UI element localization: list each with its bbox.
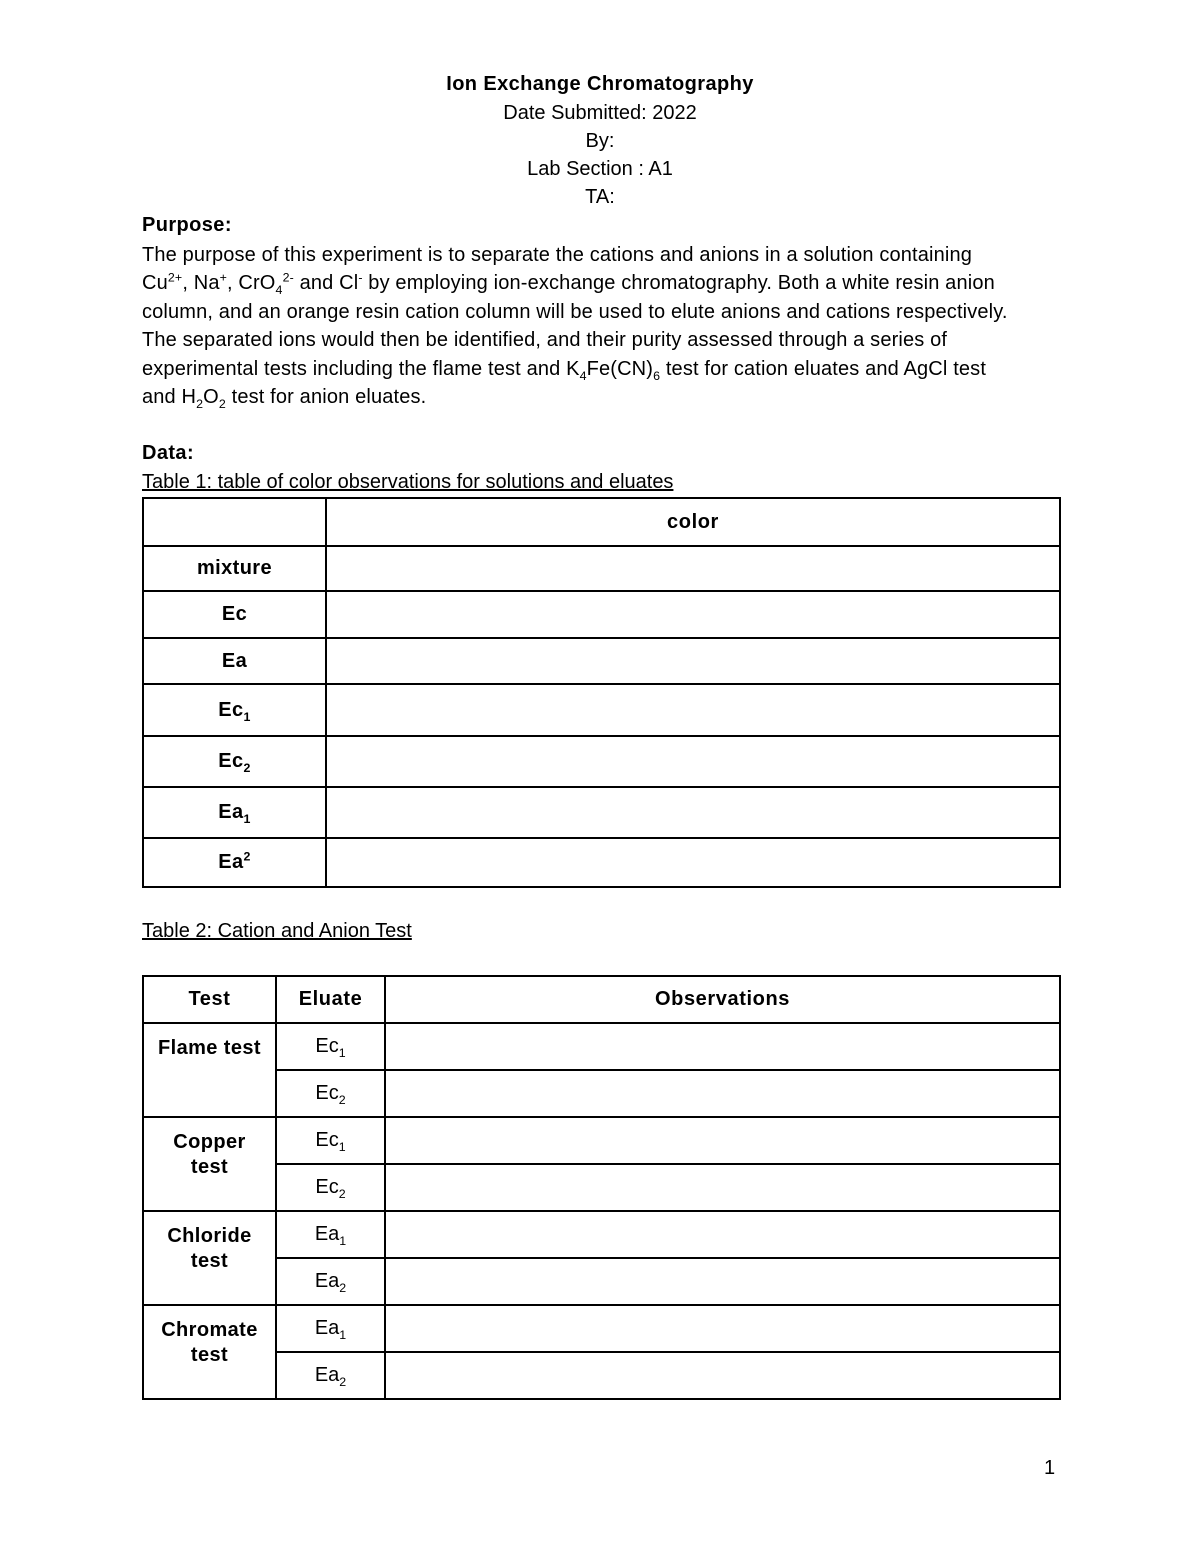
table-row — [143, 1211, 1060, 1258]
document-title: Ion Exchange Chromatography — [446, 73, 754, 95]
table-row — [143, 736, 1060, 787]
eluate-cell: $Ec_2$ — [276, 1164, 385, 1211]
header-cell-eluate: Eluate — [276, 976, 385, 1023]
table-row — [143, 1117, 1060, 1164]
observation-cell[interactable] — [385, 1352, 1060, 1399]
observation-cell[interactable] — [385, 1258, 1060, 1305]
observation-cell[interactable] — [385, 1070, 1060, 1117]
row-label: $Ea_1$ — [143, 787, 326, 838]
eluate-cell: $Ea_2$ — [276, 1258, 385, 1305]
eluate-cell: $Ec_1$ — [276, 1023, 385, 1070]
table-row — [143, 1305, 1060, 1352]
header-cell-empty — [143, 498, 326, 546]
header-cell-color: color — [326, 498, 1060, 546]
test-name-cell: Chromate test — [143, 1305, 276, 1399]
table-row — [143, 838, 1060, 887]
observation-cell[interactable] — [385, 1211, 1060, 1258]
color-cell[interactable] — [326, 591, 1060, 638]
eluate-cell: $Ea_1$ — [276, 1305, 385, 1352]
data-heading: Data: — [142, 442, 195, 464]
date-submitted: Date Submitted: 2022 — [503, 102, 697, 124]
cation-anion-test-table — [142, 975, 1061, 1400]
row-label: $Ec_2$ — [143, 736, 326, 787]
color-cell[interactable] — [326, 736, 1060, 787]
header-cell-observations: Observations — [385, 976, 1060, 1023]
color-cell[interactable] — [326, 787, 1060, 838]
table-row — [143, 1258, 1060, 1305]
table-row — [143, 546, 1060, 591]
observation-cell[interactable] — [385, 1023, 1060, 1070]
test-name-cell: Chloride test — [143, 1211, 276, 1305]
ta-line: TA: — [585, 186, 615, 208]
color-cell[interactable] — [326, 638, 1060, 684]
eluate-cell: $Ec_1$ — [276, 1117, 385, 1164]
page-number: 1 — [1044, 1457, 1056, 1479]
test-name-cell: Copper test — [143, 1117, 276, 1211]
table-row — [143, 1070, 1060, 1117]
table-row — [143, 1164, 1060, 1211]
row-label: Ea — [143, 638, 326, 684]
table-row — [143, 638, 1060, 684]
table-row — [143, 1352, 1060, 1399]
observation-cell[interactable] — [385, 1305, 1060, 1352]
color-cell[interactable] — [326, 546, 1060, 591]
color-cell[interactable] — [326, 838, 1060, 887]
table-header-row — [143, 498, 1060, 546]
observation-cell[interactable] — [385, 1164, 1060, 1211]
table-row — [143, 684, 1060, 736]
eluate-cell: $Ea_1$ — [276, 1211, 385, 1258]
author-line: By: — [585, 130, 615, 152]
header-cell-test: Test — [143, 976, 276, 1023]
table-row — [143, 1023, 1060, 1070]
row-label: Ec — [143, 591, 326, 638]
table-header-row — [143, 976, 1060, 1023]
table-row — [143, 591, 1060, 638]
lab-section: Lab Section : A1 — [527, 158, 673, 180]
purpose-paragraph: The purpose of this experiment is to separate the cations and anions in a solution containing $Cu^{2+}$, Na+, CrO$_4^{2-}$ and Cl- by employing ion-exchange chromatography. Both a white resin anion column, and an orange resin cation column will be used to elute anions and cations respectively. The separated ions would then be identified, and their purity assessed through a series of experimental tests including the flame test and $K_4Fe(CN)_6$ test for cation eluates and AgCl test and $H_2O_2$ test for anion eluates. — [142, 244, 1008, 412]
table2-caption: Table 2: Cation and Anion Test — [142, 920, 412, 942]
color-observations-table — [142, 497, 1061, 888]
purpose-heading: Purpose: — [142, 214, 232, 236]
test-name-cell: Flame test — [143, 1023, 276, 1117]
eluate-cell: $Ec_2$ — [276, 1070, 385, 1117]
color-cell[interactable] — [326, 684, 1060, 736]
row-label: Ea$^2$ — [143, 838, 326, 887]
row-label: mixture — [143, 546, 326, 591]
observation-cell[interactable] — [385, 1117, 1060, 1164]
eluate-cell: $Ea_2$ — [276, 1352, 385, 1399]
row-label: $Ec_1$ — [143, 684, 326, 736]
table-row — [143, 787, 1060, 838]
table1-caption: Table 1: table of color observations for solutions and eluates — [142, 471, 674, 493]
